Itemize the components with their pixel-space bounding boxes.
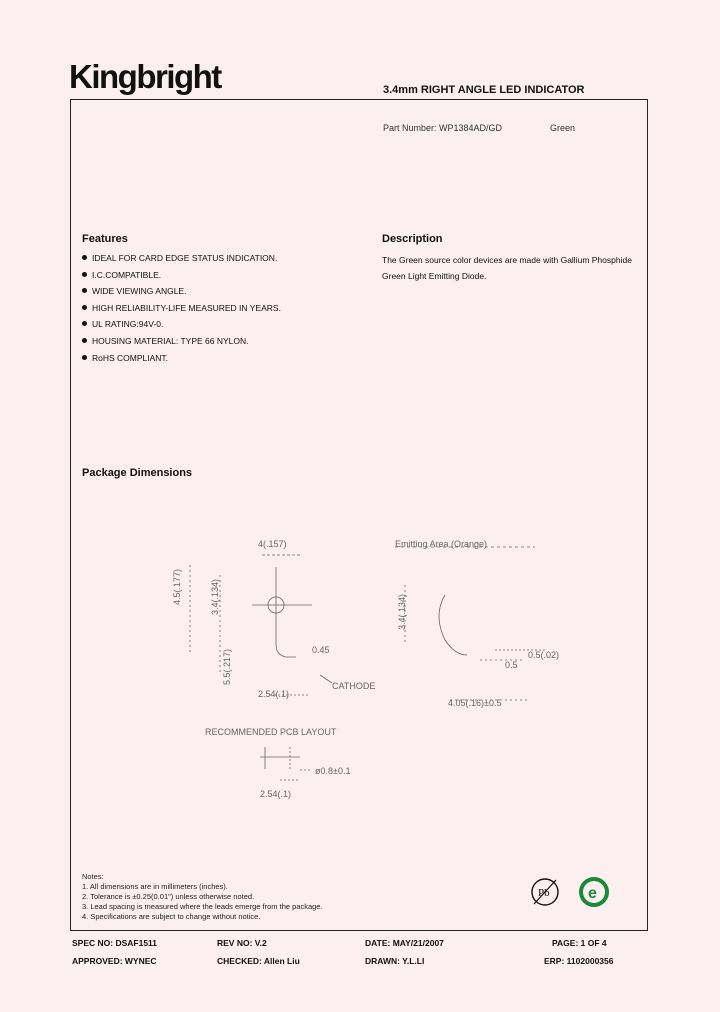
feature-item: WIDE VIEWING ANGLE.: [82, 286, 281, 303]
description-heading: Description: [382, 233, 443, 245]
erp-number: ERP: 1102000356: [544, 956, 614, 966]
date: DATE: MAY/21/2007: [365, 938, 444, 948]
bullet-icon: [82, 288, 87, 293]
svg-text:4.5(.177): 4.5(.177): [172, 568, 182, 605]
drawn-by: DRAWN: Y.L.LI: [365, 956, 425, 966]
notes-block: [82, 872, 323, 922]
svg-text:0.45: 0.45: [312, 645, 330, 655]
part-number-label: Part Number: WP1384AD/GD: [383, 123, 503, 133]
note-item: 3. Lead spacing is measured where the leads emerge from the package.: [82, 902, 323, 911]
part-color: Green: [550, 123, 576, 133]
svg-text:2.54(.1): 2.54(.1): [260, 789, 292, 799]
svg-text:e: e: [588, 885, 597, 902]
revision-number: REV NO: V.2: [217, 938, 267, 948]
package-heading: Package Dimensions: [82, 467, 193, 479]
svg-text:RECOMMENDED PCB LAYOUT: RECOMMENDED PCB LAYOUT: [205, 727, 337, 737]
features-heading: Features: [82, 233, 128, 245]
brand-logo: Kingbright: [69, 58, 221, 95]
feature-item: HOUSING MATERIAL: TYPE 66 NYLON.: [82, 336, 281, 353]
svg-text:2.54(.1): 2.54(.1): [258, 689, 290, 699]
page-number: PAGE: 1 OF 4: [552, 938, 607, 948]
document-title: 3.4mm RIGHT ANGLE LED INDICATOR: [383, 84, 585, 96]
svg-text:Pb: Pb: [538, 887, 550, 899]
svg-text:4.05(.16)±0.5: 4.05(.16)±0.5: [448, 698, 502, 708]
checked-by: CHECKED: Allen Liu: [217, 956, 300, 966]
svg-text:0.5: 0.5: [505, 660, 518, 670]
svg-text:ø0.8±0.1: ø0.8±0.1: [315, 766, 351, 776]
spec-number: SPEC NO: DSAF1511: [72, 938, 158, 948]
note-item: 4. Specifications are subject to change without notice.: [82, 912, 261, 921]
svg-text:4(.157): 4(.157): [258, 539, 287, 549]
notes-heading: Notes:: [82, 872, 104, 881]
svg-text:0.5(.02): 0.5(.02): [528, 650, 560, 660]
feature-item: UL RATING:94V-0.: [82, 319, 281, 336]
bullet-icon: [82, 355, 87, 360]
bullet-icon: [82, 338, 87, 343]
part-number: [383, 123, 576, 133]
feature-item: RoHS COMPLIANT.: [82, 353, 281, 370]
svg-text:3.4(.134): 3.4(.134): [397, 593, 407, 630]
svg-text:3.4(.134): 3.4(.134): [210, 578, 220, 615]
approved-by: APPROVED: WYNEC: [72, 956, 157, 966]
note-item: 2. Tolerance is ±0.25(0.01") unless otherwise noted.: [82, 892, 255, 901]
features-list: [82, 253, 281, 369]
package-dimensions-drawing: [150, 525, 590, 805]
bullet-icon: [82, 272, 87, 277]
feature-item: I.C.COMPATIBLE.: [82, 270, 281, 287]
bullet-icon: [82, 255, 87, 260]
compliance-logos: [530, 874, 620, 910]
lead-free-icon: [532, 879, 558, 905]
svg-text:CATHODE: CATHODE: [332, 681, 376, 691]
content-frame: [70, 99, 648, 931]
feature-item: HIGH RELIABILITY-LIFE MEASURED IN YEARS.: [82, 303, 281, 320]
note-item: 1. All dimensions are in millimeters (inches).: [82, 882, 228, 891]
rohs-e-icon: [579, 877, 609, 907]
bullet-icon: [82, 305, 87, 310]
svg-text:5.5(.217): 5.5(.217): [222, 648, 232, 685]
feature-item: IDEAL FOR CARD EDGE STATUS INDICATION.: [82, 253, 281, 270]
bullet-icon: [82, 321, 87, 326]
svg-text:Emitting Area (Orange): Emitting Area (Orange): [395, 539, 488, 549]
description-text: The Green source color devices are made with Gallium Phosphide Green Light Emitting Diode.: [382, 255, 632, 281]
